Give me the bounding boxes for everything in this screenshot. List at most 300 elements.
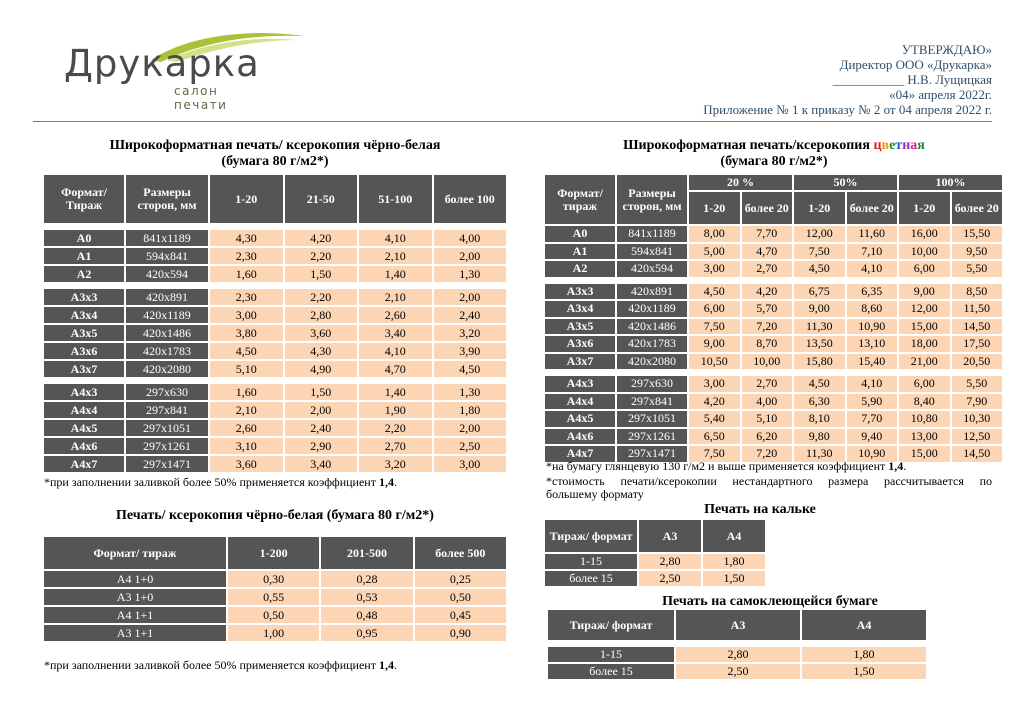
note-end: . — [903, 459, 907, 473]
size-cell: 420х1783 — [617, 336, 687, 352]
color-wide-title-line2: (бумага 80 г/м2*) — [720, 154, 828, 169]
row-label: более 15 — [545, 571, 637, 586]
title-letter: я — [917, 138, 925, 153]
price-cell: 6,35 — [847, 284, 898, 300]
table-row — [545, 301, 1002, 317]
row-label: А4 1+1 — [44, 607, 226, 623]
price-cell: 7,90 — [952, 394, 1003, 410]
table-row — [44, 384, 506, 400]
size-cell: 297х1471 — [126, 456, 208, 472]
price-cell: 4,00 — [434, 230, 507, 246]
price-cell: 5,70 — [742, 301, 793, 317]
price-cell: 0,45 — [415, 607, 506, 623]
price-cell: 9,40 — [847, 429, 898, 445]
price-cell: 2,00 — [434, 420, 507, 436]
header-fill-20: 20 % — [689, 175, 792, 190]
size-cell: 297х1261 — [126, 438, 208, 454]
color-wide-note2 — [546, 475, 992, 501]
table-row — [545, 429, 1002, 445]
price-cell: 12,00 — [794, 226, 845, 242]
table-header-row — [545, 175, 1002, 190]
size-cell: 297х630 — [126, 384, 208, 400]
table-row — [545, 571, 765, 586]
row-label: А1 — [545, 244, 615, 260]
row-label: А2 — [44, 266, 124, 282]
note-coefficient: 1,4 — [378, 475, 394, 489]
table-row — [44, 402, 506, 418]
header-a4: А4 — [802, 610, 926, 640]
price-cell: 8,60 — [847, 301, 898, 317]
row-label: А3х5 — [545, 319, 615, 335]
price-cell: 4,50 — [434, 361, 507, 377]
header-a4: А4 — [703, 520, 765, 552]
price-cell: 2,80 — [639, 554, 701, 569]
price-cell: 2,30 — [210, 248, 283, 264]
price-cell: 4,50 — [689, 284, 740, 300]
title-prefix: Широкоформатная печать/ксерокопия — [623, 138, 874, 153]
price-cell: 7,70 — [847, 411, 898, 427]
price-cell: 4,30 — [285, 343, 358, 359]
logo-subtitle: салон печати — [174, 84, 228, 112]
price-cell: 2,90 — [285, 438, 358, 454]
subheader-qty: 1-20 — [689, 192, 740, 224]
price-cell: 4,50 — [794, 376, 845, 392]
price-cell: 7,50 — [794, 244, 845, 260]
table-row — [44, 307, 506, 323]
table-row — [44, 361, 506, 377]
table-row — [44, 625, 506, 641]
size-cell: 297х630 — [617, 376, 687, 392]
price-cell: 4,20 — [285, 230, 358, 246]
price-cell: 3,00 — [434, 456, 507, 472]
price-cell: 4,20 — [742, 284, 793, 300]
price-cell: 1,50 — [703, 571, 765, 586]
row-label: А4х4 — [545, 394, 615, 410]
price-cell: 11,50 — [952, 301, 1003, 317]
price-cell: 4,10 — [847, 261, 898, 277]
header-qty-format: Тираж/ формат — [545, 520, 637, 552]
header-qty: 21-50 — [285, 175, 358, 223]
header-qty: 51-100 — [359, 175, 432, 223]
price-cell: 11,30 — [794, 446, 845, 462]
row-label: А4х7 — [545, 446, 615, 462]
size-cell: 420х891 — [126, 289, 208, 305]
price-cell: 10,90 — [847, 446, 898, 462]
price-cell: 1,40 — [359, 384, 432, 400]
color-wide-table — [543, 173, 1004, 464]
price-cell: 10,50 — [689, 354, 740, 370]
tracing-body — [545, 554, 765, 586]
price-cell: 0,25 — [415, 571, 506, 587]
approval-block — [703, 42, 992, 117]
price-cell: 1,30 — [434, 384, 507, 400]
price-cell: 15,80 — [794, 354, 845, 370]
approval-line: ___________ Н.В. Лущицкая — [832, 72, 992, 87]
header-qty: более 500 — [415, 537, 506, 569]
price-cell: 1,80 — [703, 554, 765, 569]
table-row — [548, 664, 926, 679]
row-label: А3х4 — [545, 301, 615, 317]
price-cell: 14,50 — [952, 319, 1003, 335]
price-cell: 7,50 — [689, 446, 740, 462]
size-cell: 420х1783 — [126, 343, 208, 359]
table-row — [44, 230, 506, 246]
price-cell: 6,20 — [742, 429, 793, 445]
price-cell: 0,28 — [321, 571, 412, 587]
price-cell: 4,70 — [359, 361, 432, 377]
bw-wide-title — [44, 138, 506, 170]
size-cell: 297х1051 — [617, 411, 687, 427]
price-cell: 2,50 — [434, 438, 507, 454]
row-label: 1-15 — [545, 554, 637, 569]
price-cell: 1,50 — [285, 384, 358, 400]
price-cell: 3,00 — [210, 307, 283, 323]
header-a3: А3 — [676, 610, 800, 640]
subheader-qty: более 20 — [847, 192, 898, 224]
size-cell: 841х1189 — [617, 226, 687, 242]
size-cell: 420х1486 — [617, 319, 687, 335]
size-cell: 420х2080 — [617, 354, 687, 370]
row-label: А3х4 — [44, 307, 124, 323]
price-cell: 17,50 — [952, 336, 1003, 352]
row-label: А3 1+1 — [44, 625, 226, 641]
row-label: более 15 — [548, 664, 674, 679]
price-cell: 1,50 — [285, 266, 358, 282]
table-row — [545, 376, 1002, 392]
subheader-qty: 1-20 — [899, 192, 950, 224]
price-cell: 3,80 — [210, 325, 283, 341]
header-divider — [33, 121, 992, 122]
logo — [62, 30, 267, 112]
row-label: А3 1+0 — [44, 589, 226, 605]
table-row — [44, 589, 506, 605]
approval-line: «04» апреля 2022г. — [889, 87, 992, 102]
price-cell: 3,20 — [359, 456, 432, 472]
price-cell: 0,50 — [228, 607, 319, 623]
price-cell: 10,80 — [899, 411, 950, 427]
size-cell: 841х1189 — [126, 230, 208, 246]
color-wide-title-line1 — [545, 138, 1003, 154]
table-header-row — [44, 537, 506, 569]
price-cell: 9,00 — [689, 336, 740, 352]
row-label: А4х4 — [44, 402, 124, 418]
price-cell: 1,30 — [434, 266, 507, 282]
row-label: А3х5 — [44, 325, 124, 341]
size-cell: 297х841 — [126, 402, 208, 418]
price-cell: 20,50 — [952, 354, 1003, 370]
table-header-row — [545, 520, 765, 552]
price-cell: 2,10 — [359, 289, 432, 305]
size-cell: 297х841 — [617, 394, 687, 410]
price-cell: 6,00 — [689, 301, 740, 317]
row-label: А4х6 — [44, 438, 124, 454]
price-cell: 15,00 — [899, 446, 950, 462]
row-label: А3х6 — [44, 343, 124, 359]
header-format: Формат/ Тираж — [44, 175, 124, 223]
table-row — [44, 325, 506, 341]
table-row — [545, 244, 1002, 260]
row-label: А4х7 — [44, 456, 124, 472]
price-cell: 5,50 — [952, 261, 1003, 277]
size-cell: 420х2080 — [126, 361, 208, 377]
price-cell: 5,00 — [689, 244, 740, 260]
row-label: А3х7 — [545, 354, 615, 370]
bw-wide-body — [44, 230, 506, 472]
sticker-table — [546, 608, 928, 681]
price-cell: 7,50 — [689, 319, 740, 335]
price-cell: 3,60 — [210, 456, 283, 472]
color-wide-title — [545, 138, 1003, 170]
price-cell: 4,50 — [210, 343, 283, 359]
price-cell: 2,70 — [742, 261, 793, 277]
price-cell: 0,90 — [415, 625, 506, 641]
price-cell: 2,10 — [210, 402, 283, 418]
price-cell: 1,80 — [434, 402, 507, 418]
price-cell: 5,10 — [742, 411, 793, 427]
note-end: . — [393, 475, 397, 489]
header-a3: А3 — [639, 520, 701, 552]
price-cell: 4,10 — [359, 230, 432, 246]
subheader-qty: более 20 — [952, 192, 1003, 224]
bw-small-title: Печать/ ксерокопия чёрно-белая (бумага 80 г/м2*) — [116, 508, 434, 523]
price-cell: 10,00 — [899, 244, 950, 260]
price-cell: 9,50 — [952, 244, 1003, 260]
price-cell: 2,80 — [676, 647, 800, 662]
price-cell: 1,80 — [802, 647, 926, 662]
row-label: А3х7 — [44, 361, 124, 377]
price-cell: 1,40 — [359, 266, 432, 282]
price-cell: 4,70 — [742, 244, 793, 260]
tracing-title: Печать на кальке — [704, 502, 816, 517]
price-cell: 15,40 — [847, 354, 898, 370]
price-cell: 5,40 — [689, 411, 740, 427]
price-cell: 5,50 — [952, 376, 1003, 392]
price-cell: 16,00 — [899, 226, 950, 242]
price-cell: 10,30 — [952, 411, 1003, 427]
price-cell: 2,40 — [434, 307, 507, 323]
price-cell: 4,50 — [794, 261, 845, 277]
size-cell: 594х841 — [126, 248, 208, 264]
price-cell: 9,80 — [794, 429, 845, 445]
size-cell: 420х1189 — [126, 307, 208, 323]
header-fill-50: 50% — [794, 175, 897, 190]
note-line: *стоимость печати/ксерокопии нестандартного размера рассчитывается по — [546, 474, 992, 488]
header-qty: 1-20 — [210, 175, 283, 223]
header-fill-100: 100% — [899, 175, 1002, 190]
price-cell: 1,50 — [802, 664, 926, 679]
bw-wide-title-line1: Широкоформатная печать/ ксерокопия чёрно-белая — [109, 138, 441, 153]
price-cell: 2,20 — [285, 248, 358, 264]
bw-small-note — [44, 659, 397, 672]
row-label: 1-15 — [548, 647, 674, 662]
table-row — [44, 456, 506, 472]
color-wide-note1 — [546, 460, 906, 473]
table-row — [44, 607, 506, 623]
table-row — [545, 284, 1002, 300]
price-cell: 18,00 — [899, 336, 950, 352]
table-row — [548, 647, 926, 662]
row-label: А4х3 — [545, 376, 615, 392]
price-cell: 2,10 — [359, 248, 432, 264]
price-cell: 4,20 — [689, 394, 740, 410]
price-cell: 3,40 — [285, 456, 358, 472]
price-cell: 6,00 — [899, 376, 950, 392]
header-sizes: Размеры сторон, мм — [126, 175, 208, 223]
price-cell: 2,70 — [742, 376, 793, 392]
table-row — [44, 571, 506, 587]
price-cell: 7,70 — [742, 226, 793, 242]
price-cell: 11,30 — [794, 319, 845, 335]
price-cell: 1,90 — [359, 402, 432, 418]
price-cell: 1,60 — [210, 384, 283, 400]
bw-small-table — [42, 535, 508, 643]
note-coefficient: 1,4 — [888, 459, 904, 473]
price-cell: 0,55 — [228, 589, 319, 605]
sticker-body — [548, 647, 926, 679]
price-cell: 3,00 — [689, 261, 740, 277]
price-cell: 8,10 — [794, 411, 845, 427]
row-label: А4 1+0 — [44, 571, 226, 587]
price-cell: 2,60 — [359, 307, 432, 323]
price-cell: 0,48 — [321, 607, 412, 623]
price-cell: 3,00 — [689, 376, 740, 392]
bw-wide-note — [44, 476, 397, 489]
table-row — [545, 261, 1002, 277]
price-cell: 11,60 — [847, 226, 898, 242]
title-letter: т — [895, 138, 903, 153]
price-cell: 0,50 — [415, 589, 506, 605]
price-cell: 9,00 — [794, 301, 845, 317]
price-cell: 21,00 — [899, 354, 950, 370]
price-cell: 4,00 — [742, 394, 793, 410]
size-cell: 420х594 — [617, 261, 687, 277]
price-cell: 2,70 — [359, 438, 432, 454]
header-sizes: Размеры сторон, мм — [617, 175, 687, 224]
price-cell: 0,30 — [228, 571, 319, 587]
price-cell: 15,00 — [899, 319, 950, 335]
price-cell: 12,50 — [952, 429, 1003, 445]
table-row — [545, 554, 765, 569]
row-label: А4х6 — [545, 429, 615, 445]
table-row — [44, 438, 506, 454]
table-header-row — [44, 175, 506, 223]
price-cell: 4,10 — [359, 343, 432, 359]
subheader-qty: 1-20 — [794, 192, 845, 224]
price-cell: 8,00 — [689, 226, 740, 242]
size-cell: 297х1261 — [617, 429, 687, 445]
bw-small-body — [44, 571, 506, 641]
note-line: большему формату — [546, 487, 644, 501]
price-cell: 2,80 — [285, 307, 358, 323]
logo-word: Друкарка — [64, 42, 260, 85]
header-format: Формат/ тираж — [545, 175, 615, 224]
price-cell: 15,50 — [952, 226, 1003, 242]
price-cell: 5,90 — [847, 394, 898, 410]
note-end: . — [393, 658, 397, 672]
price-cell: 7,20 — [742, 319, 793, 335]
header-qty: более 100 — [434, 175, 507, 223]
size-cell: 420х1486 — [126, 325, 208, 341]
price-cell: 9,00 — [899, 284, 950, 300]
note-text: *при заполнении заливкой более 50% применяется коэффициент — [44, 658, 379, 672]
price-cell: 13,00 — [899, 429, 950, 445]
price-cell: 0,53 — [321, 589, 412, 605]
price-cell: 10,90 — [847, 319, 898, 335]
price-cell: 2,30 — [210, 289, 283, 305]
title-letter: н — [902, 138, 911, 153]
table-row — [44, 248, 506, 264]
price-cell: 3,20 — [434, 325, 507, 341]
row-label: А2 — [545, 261, 615, 277]
table-row — [545, 354, 1002, 370]
table-row — [44, 289, 506, 305]
table-header-row — [548, 610, 926, 640]
price-cell: 6,30 — [794, 394, 845, 410]
note-text: *на бумагу глянцевую 130 г/м2 и выше применяется коэффициент — [546, 459, 889, 473]
size-cell: 420х1189 — [617, 301, 687, 317]
price-cell: 13,50 — [794, 336, 845, 352]
price-cell: 3,60 — [285, 325, 358, 341]
price-cell: 1,00 — [228, 625, 319, 641]
price-cell: 0,95 — [321, 625, 412, 641]
table-row — [545, 226, 1002, 242]
note-coefficient: 1,4 — [378, 658, 394, 672]
price-cell: 7,20 — [742, 446, 793, 462]
header-qty: 201-500 — [321, 537, 412, 569]
price-cell: 8,50 — [952, 284, 1003, 300]
price-cell: 2,00 — [434, 248, 507, 264]
size-cell: 297х1471 — [617, 446, 687, 462]
price-cell: 2,00 — [285, 402, 358, 418]
row-label: А3х3 — [545, 284, 615, 300]
price-cell: 6,75 — [794, 284, 845, 300]
price-cell: 2,60 — [210, 420, 283, 436]
price-cell: 4,10 — [847, 376, 898, 392]
approval-line: Директор ООО «Друкарка» — [839, 57, 992, 72]
row-label: А0 — [545, 226, 615, 242]
price-cell: 14,50 — [952, 446, 1003, 462]
table-row — [44, 420, 506, 436]
subheader-qty: более 20 — [742, 192, 793, 224]
table-row — [545, 319, 1002, 335]
sticker-title: Печать на самоклеющейся бумаге — [662, 594, 878, 609]
price-cell: 2,50 — [676, 664, 800, 679]
title-letter: е — [889, 138, 896, 153]
row-label: А1 — [44, 248, 124, 264]
size-cell: 420х594 — [126, 266, 208, 282]
table-row — [44, 343, 506, 359]
price-cell: 4,30 — [210, 230, 283, 246]
row-label: А4х5 — [44, 420, 124, 436]
size-cell: 594х841 — [617, 244, 687, 260]
price-cell: 4,90 — [285, 361, 358, 377]
price-cell: 2,20 — [359, 420, 432, 436]
header-format: Формат/ тираж — [44, 537, 226, 569]
table-row — [545, 411, 1002, 427]
price-cell: 2,50 — [639, 571, 701, 586]
price-cell: 12,00 — [899, 301, 950, 317]
title-letter: а — [910, 138, 918, 153]
price-cell: 6,50 — [689, 429, 740, 445]
price-cell: 2,40 — [285, 420, 358, 436]
table-row — [44, 266, 506, 282]
price-cell: 6,00 — [899, 261, 950, 277]
row-label: А3х6 — [545, 336, 615, 352]
price-cell: 5,10 — [210, 361, 283, 377]
price-cell: 10,00 — [742, 354, 793, 370]
price-cell: 7,10 — [847, 244, 898, 260]
table-row — [545, 394, 1002, 410]
